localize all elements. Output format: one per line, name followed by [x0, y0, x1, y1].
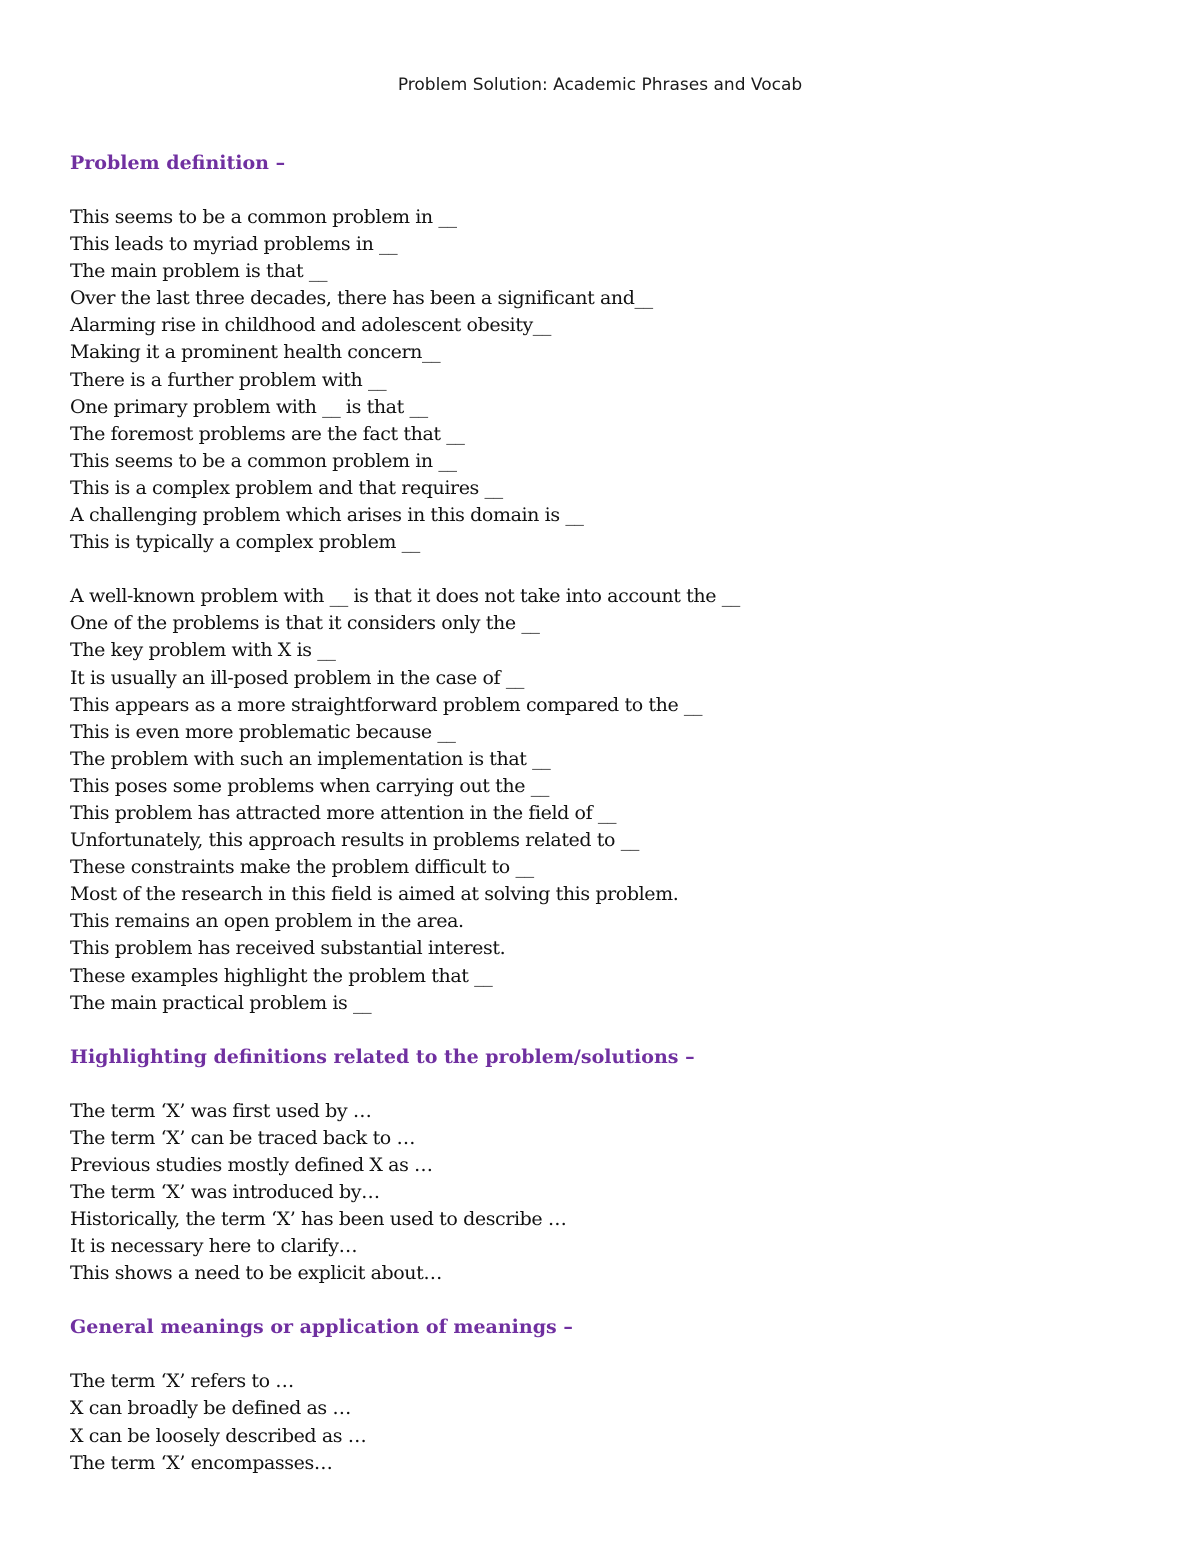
phrase-line: This leads to myriad problems in __ — [70, 233, 398, 256]
section-0 — [70, 150, 1130, 1044]
phrase-line: Making it a prominent health concern__ — [70, 341, 441, 364]
section-heading: General meanings or application of meanings – — [70, 1316, 573, 1339]
section-heading: Highlighting definitions related to the problem/solutions – — [70, 1045, 695, 1068]
phrase-line: This problem has attracted more attention in the field of __ — [70, 801, 617, 824]
phrase-line: It is necessary here to clarify… — [70, 1235, 358, 1258]
phrase-line: These examples highlight the problem that __ — [70, 964, 493, 987]
blank-line — [70, 1071, 1130, 1098]
phrase-line: A well-known problem with __ is that it does not take into account the __ — [70, 585, 740, 608]
phrase-line: This appears as a more straightforward problem compared to the __ — [70, 693, 703, 716]
phrase-line: Most of the research in this field is aimed at solving this problem. — [70, 883, 679, 906]
phrase-line: This is typically a complex problem __ — [70, 531, 420, 554]
phrase-line: This poses some problems when carrying out the __ — [70, 774, 549, 797]
blank-line — [70, 1341, 1130, 1368]
phrase-line: This seems to be a common problem in __ — [70, 449, 457, 472]
phrase-line: This is even more problematic because __ — [70, 720, 456, 743]
phrase-line: The key problem with X is __ — [70, 639, 336, 662]
phrase-line: This problem has received substantial interest. — [70, 937, 506, 960]
blank-line — [70, 1017, 1130, 1044]
section-heading: Problem definition – — [70, 152, 286, 174]
phrase-list — [70, 583, 1130, 1017]
phrase-line: There is a further problem with __ — [70, 368, 387, 391]
phrase-line: One primary problem with __ is that __ — [70, 395, 428, 418]
phrase-line: The term ‘X’ can be traced back to … — [70, 1126, 416, 1149]
phrase-line: This seems to be a common problem in __ — [70, 206, 457, 228]
phrase-line: It is usually an ill-posed problem in the case of __ — [70, 666, 525, 689]
phrase-line: Alarming rise in childhood and adolescent obesity__ — [70, 314, 552, 337]
phrase-line: The main problem is that __ — [70, 260, 328, 283]
blank-line — [70, 556, 1130, 583]
phrase-line: Over the last three decades, there has been a significant and__ — [70, 287, 653, 310]
phrase-line: The main practical problem is __ — [70, 991, 372, 1014]
blank-line — [70, 177, 1130, 204]
phrase-line: This is a complex problem and that requires __ — [70, 476, 503, 499]
phrase-line: X can broadly be defined as … — [70, 1397, 351, 1420]
phrase-line: The problem with such an implementation is that __ — [70, 747, 551, 770]
document-header-title: Problem Solution: Academic Phrases and Vocab — [397, 75, 803, 95]
phrase-list — [70, 1098, 1130, 1288]
phrase-line: A challenging problem which arises in this domain is __ — [70, 504, 584, 527]
phrase-line: This shows a need to be explicit about… — [70, 1262, 442, 1285]
section-2 — [70, 1314, 1130, 1476]
phrase-line: X can be loosely described as … — [70, 1424, 367, 1447]
phrase-line: This remains an open problem in the area. — [70, 910, 464, 933]
section-1 — [70, 1044, 1130, 1315]
phrase-list — [70, 204, 1130, 556]
phrase-line: These constraints make the problem difficult to __ — [70, 856, 534, 879]
phrase-line: Historically, the term ‘X’ has been used to describe … — [70, 1208, 567, 1231]
blank-line — [70, 1287, 1130, 1314]
document-body — [70, 150, 1130, 1477]
phrase-line: Unfortunately, this approach results in problems related to __ — [70, 829, 639, 852]
phrase-list — [70, 1368, 1130, 1476]
phrase-line: Previous studies mostly defined X as … — [70, 1153, 433, 1176]
phrase-line: The term ‘X’ was introduced by… — [70, 1181, 380, 1203]
phrase-line: The foremost problems are the fact that __ — [70, 422, 465, 445]
phrase-line: The term ‘X’ was first used by … — [70, 1099, 372, 1122]
phrase-line: The term ‘X’ refers to … — [70, 1370, 294, 1393]
phrase-line: One of the problems is that it considers only the __ — [70, 612, 540, 635]
phrase-line: The term ‘X’ encompasses… — [70, 1451, 333, 1474]
